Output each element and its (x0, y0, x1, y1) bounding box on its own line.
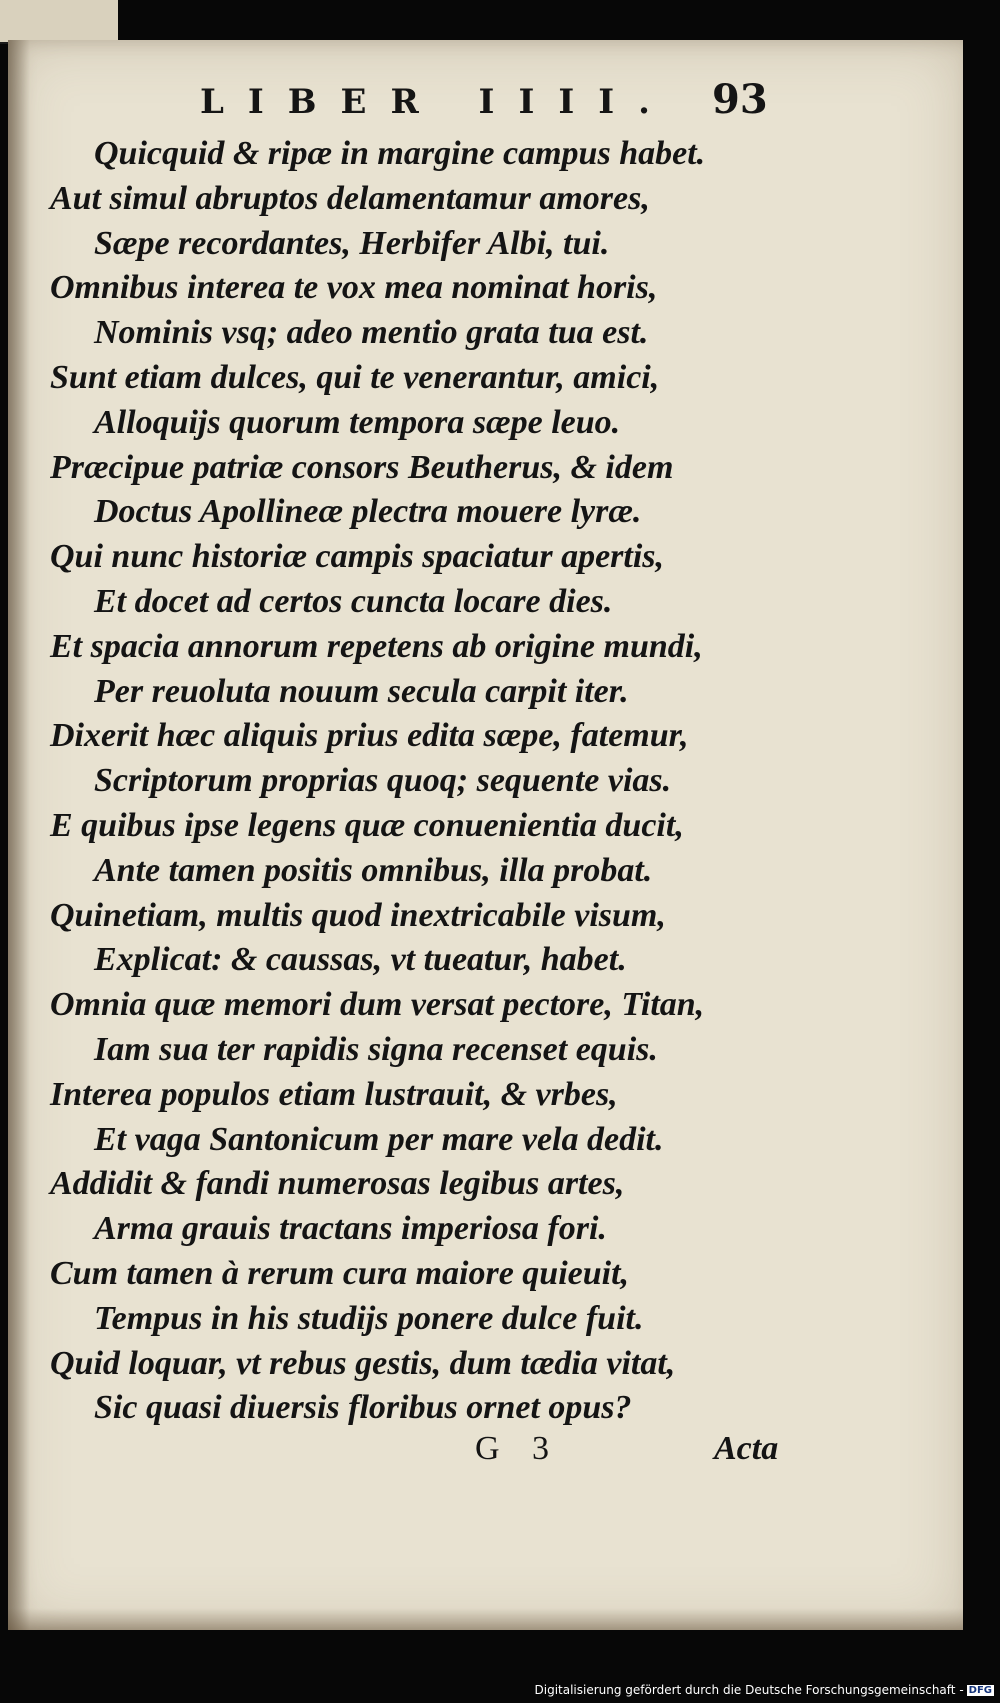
verse-line: Iam sua ter rapidis signa recenset equis. (94, 1030, 658, 1068)
verse-line: E quibus ipse legens quæ conuenientia ducit, (50, 806, 684, 844)
verse-line: Explicat: & caussas, vt tueatur, habet. (94, 941, 627, 979)
verse-line: Omnibus interea te vox mea nominat horis, (50, 269, 658, 307)
verse-line: Et spacia annorum repetens ab origine mundi, (50, 627, 703, 665)
poem-text-block (0, 132, 1000, 1431)
running-title: LIBER IIII. (200, 82, 675, 122)
verse-line: Quicquid & ripæ in margine campus habet. (94, 135, 706, 172)
verse-line: Dixerit hæc aliquis prius edita sæpe, fatemur, (50, 717, 689, 755)
verse-line: Aut simul abruptos delamentamur amores, (50, 179, 650, 217)
dfg-logo: DFG (968, 1685, 992, 1696)
page-bottom-shadow (8, 1608, 963, 1630)
verse-line: Tempus in his studijs ponere dulce fuit. (94, 1299, 644, 1337)
verse-line: Et vaga Santonicum per mare vela dedit. (94, 1120, 664, 1158)
catchword: Acta (714, 1430, 779, 1467)
verse-line: Omnia quæ memori dum versat pectore, Titan, (50, 986, 705, 1024)
verse-line: Per reuoluta nouum secula carpit iter. (94, 672, 629, 710)
verse-line: Præcipue patriæ consors Beutherus, & idem (50, 448, 674, 486)
page-number: 93 (712, 76, 768, 123)
credit-text: Digitalisierung gefördert durch die Deutsche Forschungsgemeinschaft - (534, 1683, 964, 1697)
verse-line: Arma grauis tractans imperiosa fori. (94, 1210, 607, 1248)
page-edge-tab (0, 0, 118, 44)
verse-line: Sæpe recordantes, Herbifer Albi, tui. (94, 224, 610, 262)
verse-line: Nominis vsq; adeo mentio grata tua est. (94, 314, 649, 352)
verse-line: Interea populos etiam lustrauit, & vrbes, (50, 1075, 618, 1113)
verse-line: Sunt etiam dulces, qui te venerantur, amici, (50, 358, 660, 396)
verse-line: Alloquijs quorum tempora sæpe leuo. (94, 403, 621, 441)
verse-line: Addidit & fandi numerosas legibus artes, (50, 1165, 625, 1203)
verse-line: Et docet ad certos cuncta locare dies. (94, 582, 613, 620)
verse-line: Ante tamen positis omnibus, illa probat. (94, 851, 653, 889)
verse-line: Qui nunc historiæ campis spaciatur apertis, (50, 538, 665, 576)
verse-line: Scriptorum proprias quoq; sequente vias. (94, 762, 672, 800)
verse-line: Cum tamen à rerum cura maiore quieuit, (50, 1254, 630, 1292)
verse-line: Quinetiam, multis quod inextricabile visum, (50, 896, 666, 934)
signature-mark: G 3 (475, 1430, 562, 1467)
verse-line: Quid loquar, vt rebus gestis, dum tædia vitat, (50, 1344, 676, 1382)
verse-line: Doctus Apollineæ plectra mouere lyræ. (94, 493, 642, 531)
digitization-credit (535, 1683, 995, 1697)
verse-line: Sic quasi diuersis floribus ornet opus? (94, 1389, 632, 1427)
